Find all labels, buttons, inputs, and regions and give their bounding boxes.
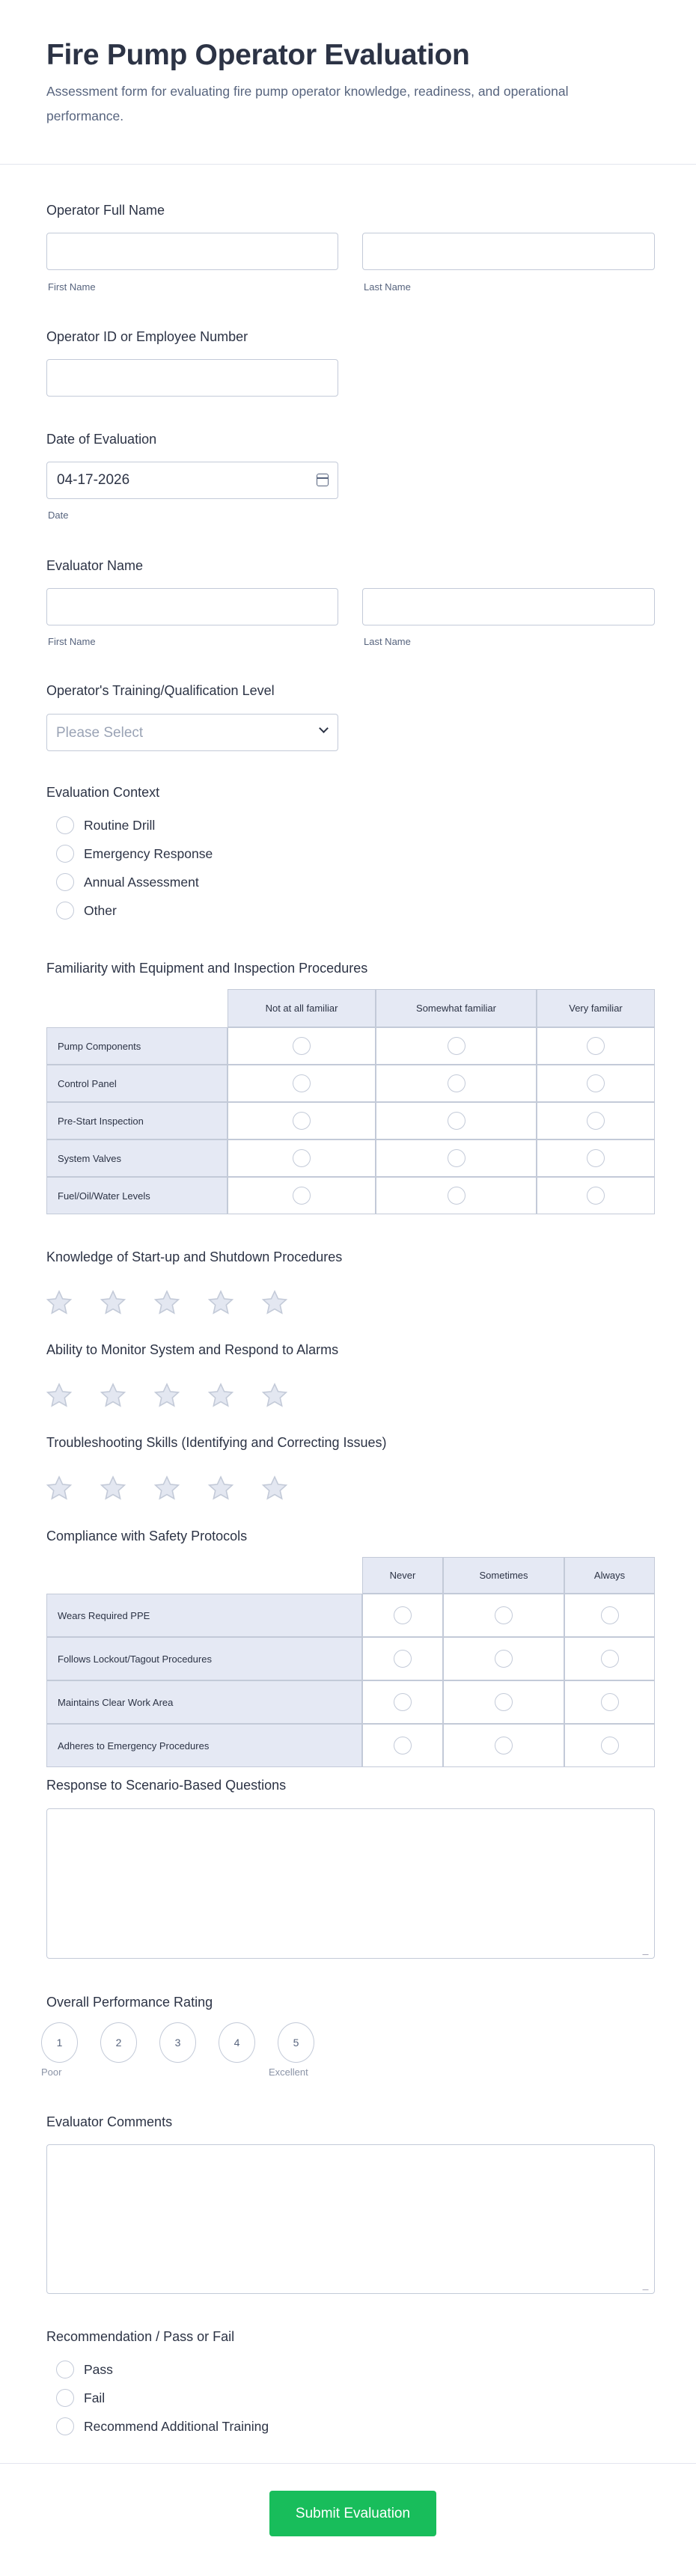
star-icon[interactable] bbox=[99, 1288, 127, 1321]
radio-option-label: Fail bbox=[84, 2390, 106, 2405]
matrix-row bbox=[46, 1680, 655, 1724]
star-icon[interactable] bbox=[153, 1381, 181, 1413]
matrix-row bbox=[46, 1065, 655, 1102]
matrix-cell[interactable] bbox=[443, 1594, 564, 1637]
comments-textarea[interactable] bbox=[46, 2144, 655, 2294]
scale-option[interactable]: 4 bbox=[219, 2022, 255, 2063]
radio-button[interactable] bbox=[587, 1112, 605, 1130]
star-rating-label: Knowledge of Start-up and Shutdown Procedures bbox=[46, 1249, 343, 1264]
star-icon[interactable] bbox=[260, 1474, 289, 1506]
radio-button[interactable] bbox=[448, 1074, 465, 1092]
resize-handle-icon[interactable] bbox=[642, 1949, 654, 1955]
matrix-cell[interactable] bbox=[443, 1680, 564, 1724]
star-icon[interactable] bbox=[99, 1381, 127, 1413]
matrix-cell[interactable] bbox=[228, 1139, 376, 1177]
matrix-cell[interactable] bbox=[564, 1594, 655, 1637]
radio-option[interactable] bbox=[46, 2388, 105, 2408]
matrix-row-label: Maintains Clear Work Area bbox=[46, 1680, 362, 1724]
radio-option[interactable] bbox=[46, 2417, 269, 2436]
calendar-icon[interactable] bbox=[317, 474, 329, 486]
matrix-column-header: Never bbox=[362, 1557, 443, 1594]
matrix-row bbox=[46, 1724, 655, 1767]
training-label: Operator's Training/Qualification Level bbox=[46, 683, 275, 698]
evaluator-last-name-input[interactable] bbox=[362, 588, 655, 625]
radio-button[interactable] bbox=[495, 1650, 513, 1668]
context-label: Evaluation Context bbox=[46, 785, 160, 800]
radio-button[interactable] bbox=[587, 1037, 605, 1055]
matrix-cell[interactable] bbox=[564, 1724, 655, 1767]
star-icon[interactable] bbox=[45, 1381, 73, 1413]
radio-option-label: Routine Drill bbox=[84, 817, 156, 833]
star-icon[interactable] bbox=[45, 1474, 73, 1506]
scale-option[interactable]: 3 bbox=[159, 2022, 196, 2063]
radio-option-label: Annual Assessment bbox=[84, 874, 199, 890]
matrix-cell[interactable] bbox=[362, 1680, 443, 1724]
radio-option-label: Recommend Additional Training bbox=[84, 2418, 269, 2434]
radio-option[interactable] bbox=[46, 872, 199, 892]
familiarity-matrix bbox=[46, 989, 655, 1214]
matrix-cell[interactable] bbox=[376, 1177, 537, 1214]
star-icon[interactable] bbox=[260, 1288, 289, 1321]
radio-button[interactable] bbox=[601, 1737, 619, 1754]
matrix-cell[interactable] bbox=[537, 1065, 655, 1102]
matrix-row-label: Fuel/Oil/Water Levels bbox=[46, 1177, 228, 1214]
operator-first-name-input[interactable] bbox=[46, 233, 338, 270]
matrix-row-label: Control Panel bbox=[46, 1065, 228, 1102]
matrix-cell[interactable] bbox=[362, 1637, 443, 1680]
matrix-corner bbox=[46, 1557, 362, 1594]
matrix-row-label: Adheres to Emergency Procedures bbox=[46, 1724, 362, 1767]
overall-rating-label: Overall Performance Rating bbox=[46, 1995, 213, 2010]
scale-low-label: Poor bbox=[41, 2066, 62, 2078]
training-select[interactable] bbox=[46, 714, 338, 751]
matrix-column-header: Very familiar bbox=[537, 989, 655, 1027]
scale-option[interactable]: 2 bbox=[100, 2022, 137, 2063]
radio-button[interactable] bbox=[394, 1650, 412, 1668]
compliance-matrix bbox=[46, 1557, 655, 1767]
star-icon[interactable] bbox=[260, 1381, 289, 1413]
matrix-cell[interactable] bbox=[443, 1724, 564, 1767]
scale-high-label: Excellent bbox=[269, 2066, 308, 2078]
radio-button[interactable] bbox=[495, 1606, 513, 1624]
radio-button[interactable] bbox=[587, 1149, 605, 1167]
matrix-cell[interactable] bbox=[376, 1065, 537, 1102]
matrix-row bbox=[46, 1139, 655, 1177]
evaluator-first-name-input[interactable] bbox=[46, 588, 338, 625]
radio-button[interactable] bbox=[394, 1606, 412, 1624]
radio-button[interactable] bbox=[56, 845, 74, 863]
radio-button[interactable] bbox=[601, 1650, 619, 1668]
radio-option[interactable] bbox=[46, 844, 213, 863]
matrix-corner bbox=[46, 989, 228, 1027]
matrix-cell[interactable] bbox=[362, 1724, 443, 1767]
matrix-cell[interactable] bbox=[376, 1102, 537, 1139]
star-icon[interactable] bbox=[207, 1381, 235, 1413]
radio-button[interactable] bbox=[293, 1112, 311, 1130]
matrix-row-label: Follows Lockout/Tagout Procedures bbox=[46, 1637, 362, 1680]
header-divider bbox=[0, 164, 696, 165]
radio-button[interactable] bbox=[601, 1606, 619, 1624]
radio-button[interactable] bbox=[448, 1187, 465, 1205]
recommendation-label: Recommendation / Pass or Fail bbox=[46, 2329, 235, 2344]
radio-button[interactable] bbox=[587, 1187, 605, 1205]
radio-button[interactable] bbox=[56, 873, 74, 891]
matrix-cell[interactable] bbox=[564, 1680, 655, 1724]
radio-button[interactable] bbox=[394, 1693, 412, 1711]
matrix-cell[interactable] bbox=[376, 1027, 537, 1065]
matrix-cell[interactable] bbox=[564, 1637, 655, 1680]
matrix-column-header: Somewhat familiar bbox=[376, 989, 537, 1027]
training-select-placeholder: Please Select bbox=[56, 725, 144, 741]
footer-divider bbox=[0, 2463, 696, 2464]
star-icon[interactable] bbox=[153, 1288, 181, 1321]
operator-last-name-input[interactable] bbox=[362, 233, 655, 270]
matrix-cell[interactable] bbox=[537, 1027, 655, 1065]
operator-name-label: Operator Full Name bbox=[46, 203, 165, 218]
radio-button[interactable] bbox=[448, 1149, 465, 1167]
radio-button[interactable] bbox=[56, 2389, 74, 2407]
compliance-label: Compliance with Safety Protocols bbox=[46, 1529, 248, 1544]
matrix-column-header: Sometimes bbox=[443, 1557, 564, 1594]
star-icon[interactable] bbox=[99, 1474, 127, 1506]
radio-option[interactable] bbox=[46, 2360, 113, 2379]
radio-button[interactable] bbox=[587, 1074, 605, 1092]
star-rating bbox=[45, 1381, 289, 1413]
matrix-row-label: System Valves bbox=[46, 1139, 228, 1177]
matrix-row bbox=[46, 1177, 655, 1214]
last-name-sublabel: Last Name bbox=[364, 281, 411, 293]
form-title: Fire Pump Operator Evaluation bbox=[46, 39, 470, 71]
star-icon[interactable] bbox=[153, 1474, 181, 1506]
radio-option-label: Emergency Response bbox=[84, 845, 213, 861]
matrix-cell[interactable] bbox=[537, 1139, 655, 1177]
date-input[interactable] bbox=[46, 462, 338, 499]
matrix-cell[interactable] bbox=[228, 1027, 376, 1065]
radio-button[interactable] bbox=[56, 2417, 74, 2435]
evaluator-name-label: Evaluator Name bbox=[46, 558, 144, 573]
radio-button[interactable] bbox=[495, 1693, 513, 1711]
star-icon[interactable] bbox=[45, 1288, 73, 1321]
star-rating bbox=[45, 1474, 289, 1506]
radio-option[interactable] bbox=[46, 901, 117, 920]
star-icon[interactable] bbox=[207, 1474, 235, 1506]
matrix-cell[interactable] bbox=[228, 1102, 376, 1139]
star-rating-label: Ability to Monitor System and Respond to Alarms bbox=[46, 1342, 339, 1357]
scale-option[interactable]: 1 bbox=[41, 2022, 78, 2063]
star-rating bbox=[45, 1288, 289, 1321]
matrix-cell[interactable] bbox=[443, 1637, 564, 1680]
matrix-row-label: Wears Required PPE bbox=[46, 1594, 362, 1637]
radio-button[interactable] bbox=[448, 1112, 465, 1130]
form-subtitle: Assessment form for evaluating fire pump operator knowledge, readiness, and operational performance. bbox=[46, 84, 569, 123]
matrix-row bbox=[46, 1637, 655, 1680]
radio-option[interactable] bbox=[46, 816, 155, 835]
radio-option-label: Other bbox=[84, 902, 117, 918]
radio-button[interactable] bbox=[448, 1037, 465, 1055]
operator-id-input[interactable] bbox=[46, 359, 338, 397]
scenario-label: Response to Scenario-Based Questions bbox=[46, 1778, 287, 1793]
radio-button[interactable] bbox=[56, 816, 74, 834]
chevron-down-icon bbox=[319, 723, 329, 733]
matrix-cell[interactable] bbox=[537, 1102, 655, 1139]
radio-button[interactable] bbox=[293, 1074, 311, 1092]
date-sublabel: Date bbox=[48, 510, 69, 521]
radio-button[interactable] bbox=[293, 1037, 311, 1055]
star-icon[interactable] bbox=[207, 1288, 235, 1321]
matrix-row bbox=[46, 1102, 655, 1139]
matrix-row bbox=[46, 1594, 655, 1637]
matrix-column-header: Always bbox=[564, 1557, 655, 1594]
first-name-sublabel: First Name bbox=[48, 636, 96, 647]
radio-option-label: Pass bbox=[84, 2361, 113, 2377]
radio-button[interactable] bbox=[495, 1737, 513, 1754]
matrix-cell[interactable] bbox=[228, 1177, 376, 1214]
familiarity-label: Familiarity with Equipment and Inspection Procedures bbox=[46, 961, 368, 976]
matrix-row bbox=[46, 1027, 655, 1065]
radio-button[interactable] bbox=[601, 1693, 619, 1711]
matrix-cell[interactable] bbox=[376, 1139, 537, 1177]
radio-button[interactable] bbox=[293, 1187, 311, 1205]
matrix-row-label: Pre-Start Inspection bbox=[46, 1102, 228, 1139]
matrix-row-label: Pump Components bbox=[46, 1027, 228, 1065]
matrix-column-header: Not at all familiar bbox=[228, 989, 376, 1027]
matrix-cell[interactable] bbox=[362, 1594, 443, 1637]
radio-button[interactable] bbox=[394, 1737, 412, 1754]
radio-button[interactable] bbox=[56, 902, 74, 920]
date-label: Date of Evaluation bbox=[46, 432, 157, 447]
matrix-cell[interactable] bbox=[537, 1177, 655, 1214]
first-name-sublabel: First Name bbox=[48, 281, 96, 293]
scenario-textarea[interactable] bbox=[46, 1808, 655, 1959]
last-name-sublabel: Last Name bbox=[364, 636, 411, 647]
date-value: 04-17-2026 bbox=[57, 472, 130, 488]
operator-id-label: Operator ID or Employee Number bbox=[46, 329, 248, 344]
matrix-cell[interactable] bbox=[228, 1065, 376, 1102]
star-rating-label: Troubleshooting Skills (Identifying and Correcting Issues) bbox=[46, 1435, 387, 1450]
comments-label: Evaluator Comments bbox=[46, 2114, 173, 2129]
resize-handle-icon[interactable] bbox=[642, 2284, 654, 2290]
radio-button[interactable] bbox=[293, 1149, 311, 1167]
submit-button[interactable]: Submit Evaluation bbox=[269, 2491, 436, 2536]
radio-button[interactable] bbox=[56, 2361, 74, 2378]
scale-option[interactable]: 5 bbox=[278, 2022, 314, 2063]
